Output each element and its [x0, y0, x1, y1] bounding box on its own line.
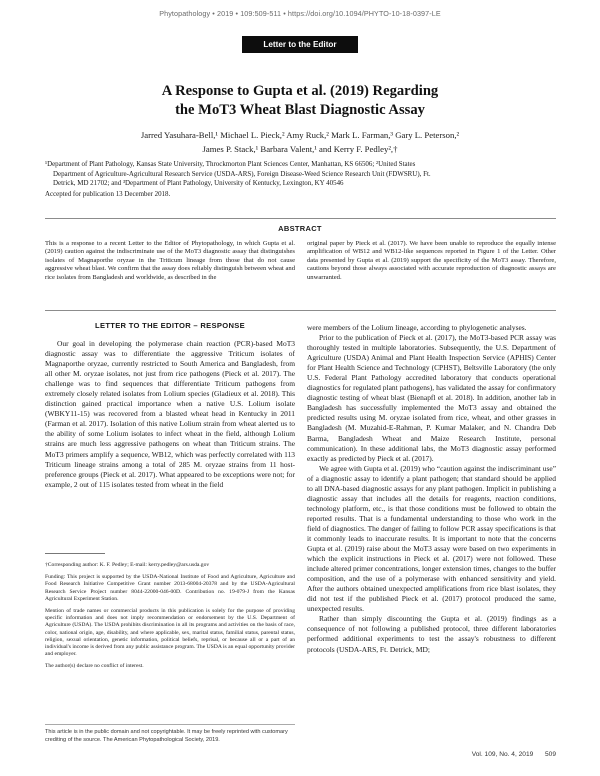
title-line-1: A Response to Gupta et al. (2019) Regarding: [161, 83, 439, 99]
affiliation-line-3: Detrick, MD 21702; and ³Department of Plant Pathology, University of Kentucky, Lexington, KY 40546: [53, 179, 344, 188]
left-body-column: [45, 339, 295, 490]
authors-line-1: Jarred Yasuhara-Bell,¹ Michael L. Pieck,² Amy Ruck,² Mark L. Farman,³ Gary L. Peterson,²: [140, 130, 460, 140]
author-list: [60, 129, 540, 156]
page-footer: [300, 751, 556, 758]
title-line-2: the MoT3 Wheat Blast Diagnostic Assay: [175, 101, 425, 118]
right-paragraph-3: Rather than simply discounting the Gupta et al. (2019) findings as a consequence of not following a published protocol, three different laboratories performed additional experiments to test the assay's robustness to different protocols (USDA-ARS, Ft. Detrick, MD;: [307, 614, 556, 654]
right-paragraph-0: were members of the Lolium lineage, according to phylogenetic analyses.: [307, 323, 527, 332]
conflict-note: The author(s) declare no conflict of interest.: [45, 663, 144, 670]
affiliations: [45, 160, 558, 189]
accepted-date: Accepted for publication 13 December 2018.: [45, 190, 171, 198]
disclaimer-note: Mention of trade names or commercial products in this publication is solely for the purpose of providing specific information and does not imply recommendation or endorsement by the U.S. Department of Agriculture (USDA). The USDA prohibits discrimination in all its programs and activities on the basis of race, color, national origin, age, disability, and where applicable, sex, marital status, familial status, parental status, religion, sexual orientation, genetic information, political beliefs, reprisal, or because all or a part of an individual's income is derived from any public assistance program. The USDA is an equal opportunity provider and employer.: [45, 608, 295, 658]
authors-line-2: James P. Stack,¹ Barbara Valent,¹ and Kerry F. Pedley²,†: [202, 143, 398, 154]
journal-citation: Phytopathology • 2019 • 109:509-511 • https://doi.org/10.1094/PHYTO-10-18-0397-LE: [159, 9, 441, 18]
footnotes: [45, 562, 295, 676]
footnote-rule: [45, 553, 105, 554]
abstract-top-rule: [45, 218, 556, 219]
right-paragraph-1: Prior to the publication of Pieck et al. (2017), the MoT3-based PCR assay was thoroughly tested in multiple laboratories. Subsequently, the U.S. Department of Agriculture (USDA) Animal and Plant Health Inspection Service (APHIS) Center for Plant Health Science and Technology (CPHST), Beltsville Laboratory (the only U.S. Federal Plant Pathology accredited laboratory that conducts operational diagnostics for regulated plant pathogens), has validated the assay for confirmatory diagnostic testing of wheat blast (Bienapfl et al. 2018). In addition, another lab in Bangladesh has successfully implemented the MoT3 assay and obtained the predicted results using M. oryzae isolated from rice, wheat, and other grasses in Bangladesh (M. Muzahid-E-Rahman, P. Kumar Malaker, and N. Chandra Deb Barma, Bangladesh Wheat and Maize Research Institute, personal communication). In these additional labs, the MoT3 diagnostic assay performed exactly as predicted by Pieck et al. (2017).: [307, 333, 556, 463]
corresponding-author: †Corresponding author: K. F. Pedley; E-mail: kerry.pedley@ars.usda.gov: [45, 562, 210, 568]
abstract-right-column: original paper by Pieck et al. (2017). We have been unable to reproduce the equally intense amplification of WB12 and WB12-like sequences reported in Figure 1 of the Letter. Other data presented by Gupta et al. (2019) support the specificity of the MoT3 assay. Therefore, cautions beyond those always associated with accurate reproduction of diagnostic assays are unwarranted.: [307, 240, 556, 281]
letter-to-editor-badge: Letter to the Editor: [242, 36, 358, 53]
section-heading: LETTER TO THE EDITOR – RESPONSE: [95, 321, 245, 330]
open-access-rule: [45, 724, 295, 725]
open-access-note: This article is in the public domain and not copyrightable. It may be freely reprinted with customary crediting of the source. The American Phytopathological Society, 2019.: [45, 729, 288, 743]
right-body-column: [307, 323, 556, 655]
left-paragraph-1: Our goal in developing the polymerase chain reaction (PCR)-based MoT3 diagnostic assay was to differentiate the aggressive Triticum isolates of Magnaporthe oryzae, currently restricted to South America and Bangladesh, from all other M. oryzae isolates, not just from rice pathogens (Pieck et al. 2017). The challenge was to find sequences that differentiate Triticum pathogens from extremely closely related isolates from Lolium species (Gladieux et al. 2018). This distinction gained practical importance when a native U.S. Lolium isolate (WBKY11-15) was recovered from a blasted wheat head in Kentucky in 2011 (Farman et al. 2017). Isolation of this native Lolium strain from wheat alerted us to the ability of some Lolium isolates to infect wheat in the field, although Lolium strains are much less aggressive pathogens on wheat than Triticum strains. The MoT3 primers amplify a sequence, WB12, which was perfectly correlated with 113 Triticum lineage strains among a total of 285 M. oryzae strains from 11 host-preference groups (Pieck et al. 2017). What appeared to be exceptions were not; for example, 2 out of 115 isolates tested from wheat in the field: [45, 339, 295, 489]
footer-page-number: 509: [544, 751, 556, 758]
right-paragraph-2: We agree with Gupta et al. (2019) who “caution against the indiscriminant use” of a diagnostic assay to identify a plant pathogen; that standard should be applied to all DNA-based diagnostic assays for any plant pathogen. Implicit in publishing a diagnostic assay that includes all the details for reagents, reaction conditions, technology platform, etc., is that those conditions must be followed to obtain the reported results. That is a fundamental understanding to those who work in the field of diagnostics. The danger of failing to follow PCR assay specifications is that it commonly leads to inaccurate results. It is important to note that the concerns Gupta et al. (2019) raise about the MoT3 assay were based on two experiments in which the explicit instructions in Pieck et al. (2017) were not followed. These include altered primer concentrations, longer extension times, changes to the buffer composition, and the use of a polymerase with enhanced sensitivity and yield. After the authors obtained unexpected amplifications from rice blast isolates, they did not test if the published Pieck et al. (2017) protocol produced the same, unexpected results.: [307, 463, 556, 614]
abstract-heading: ABSTRACT: [278, 224, 322, 233]
article-title: [60, 82, 540, 119]
abstract-bottom-rule: [45, 310, 556, 311]
affiliation-line-1: ¹Department of Plant Pathology, Kansas State University, Throckmorton Plant Sciences Center, Manhattan, KS 66506; ²United States: [45, 160, 416, 168]
footer-volume: Vol. 109, No. 4, 2019: [471, 751, 534, 758]
abstract-left-column: This is a response to a recent Letter to the Editor of Phytopathology, in which Gupta et al. (2019) caution against the indiscriminate use of the MoT3 diagnostic assay that distinguishes isolates of Magnaporthe oryzae in the Triticum lineage from those that do not cause aggressive wheat blast. We confirm that the assay does reliably distinguish between wheat and rice isolates from Bangladesh and worldwide, as described in the: [45, 240, 295, 281]
funding-note: Funding: This project is supported by the USDA-National Institute of Food and Agriculture, Agriculture and Food Research Initiative Competitive Grant number 2013-68004-20378 and by the USDA-Agricultural Research Service Project number 8044-22000-046-00D. Contribution no. 19-079-J from the Kansas Agricultural Experiment Station.: [45, 574, 295, 602]
affiliation-line-2: Department of Agriculture-Agricultural Research Service (USDA-ARS), Foreign Disease-Weed Science Research Unit (FDWSRU), Ft.: [53, 169, 431, 178]
